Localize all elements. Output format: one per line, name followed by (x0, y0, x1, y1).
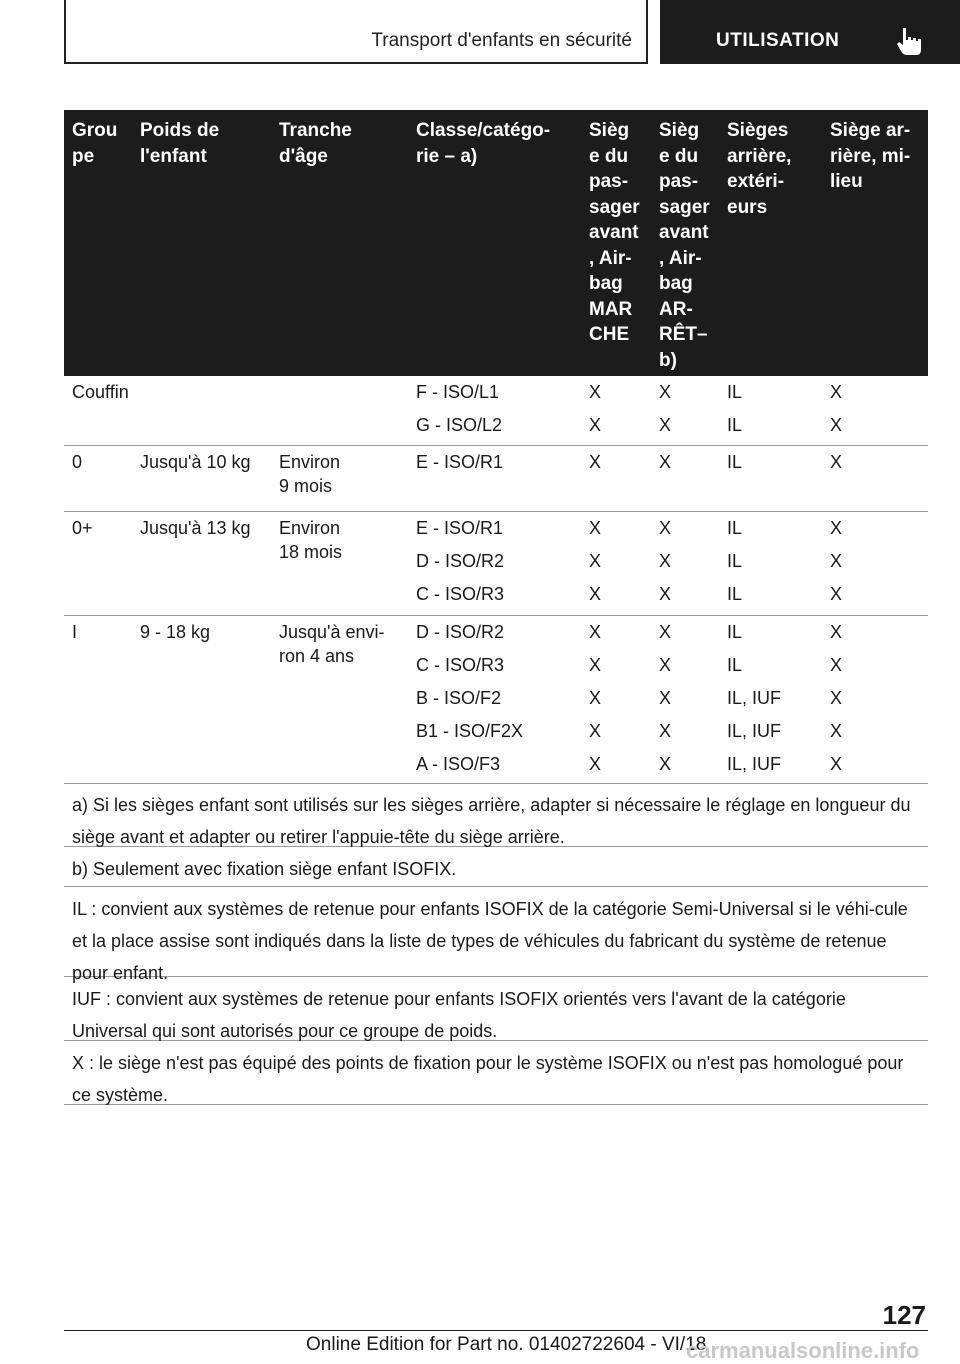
cell-classes: B - ISO/F2 (416, 688, 502, 708)
cell-group: I (72, 622, 78, 642)
cell-front_off: X (659, 382, 672, 402)
table-row (64, 616, 928, 784)
col-header-front-airbag-on: Sièg e du pas- sager avant , Air- bag MAR CHE (589, 120, 640, 345)
cell-classes: C - ISO/R3 (416, 655, 505, 675)
cell-front_off: X (659, 655, 672, 675)
col-header-rear-outer: Sièges arrière, extéri- eurs (727, 120, 792, 218)
cell-front_on: X (589, 688, 602, 708)
footer-divider (64, 1330, 928, 1331)
cell-age: Jusqu'à envi- ron 4 ans (279, 622, 385, 666)
col-header-weight: Poids de l'enfant (140, 120, 220, 167)
cell-stack-rear_middle (830, 446, 842, 479)
cell-rear_middle: X (830, 622, 843, 642)
cell-stack-front_on (589, 376, 601, 442)
cell-stack-classes (416, 376, 502, 442)
cell-classes: B1 - ISO/F2X (416, 721, 524, 741)
footnotes (64, 783, 928, 1105)
cell-front_on: X (589, 754, 602, 774)
table-row (64, 376, 928, 446)
cell-stack-classes (416, 446, 503, 479)
cell-front_off: X (659, 754, 672, 774)
cell-rear_outer: IL (727, 518, 743, 538)
cell-front_off: X (659, 415, 672, 435)
section-title: Transport d'enfants en sécurité (371, 30, 632, 51)
cell-classes: E - ISO/R1 (416, 452, 504, 472)
cell-rear_middle: X (830, 551, 843, 571)
cell-front_on: X (589, 452, 602, 472)
cell-stack-rear_outer (727, 512, 742, 611)
edition-text: Online Edition for Part no. 01402722604 - VI/18 (306, 1334, 707, 1355)
cell-rear_outer: IL (727, 551, 743, 571)
cell-stack-front_off (659, 446, 671, 479)
cell-front_off: X (659, 551, 672, 571)
cell-weight: Jusqu'à 13 kg (140, 518, 251, 538)
footnote: X : le siège n'est pas équipé des points de fixation pour le système ISOFIX ou n'est pas homologué pour ce système. (64, 1041, 928, 1105)
cell-front_off: X (659, 452, 672, 472)
cell-rear_middle: X (830, 655, 843, 675)
cell-stack-classes (416, 512, 504, 611)
cell-rear_middle: X (830, 518, 843, 538)
cell-stack-front_on (589, 616, 601, 781)
chapter-header (660, 0, 960, 64)
cell-front_off: X (659, 688, 672, 708)
cell-stack-front_on (589, 512, 601, 611)
cell-front_on: X (589, 551, 602, 571)
cell-stack-front_on (589, 446, 601, 479)
section-header (64, 0, 648, 64)
cell-front_on: X (589, 721, 602, 741)
cell-rear_outer: IL (727, 655, 743, 675)
cell-rear_outer: IL, IUF (727, 721, 782, 741)
cell-rear_outer: IL (727, 415, 743, 435)
cell-front_on: X (589, 382, 602, 402)
cell-rear_middle: X (830, 415, 843, 435)
cell-stack-front_off (659, 512, 671, 611)
cell-classes: D - ISO/R2 (416, 622, 505, 642)
cell-rear_outer: IL, IUF (727, 754, 782, 774)
table-header (64, 110, 928, 376)
cell-classes: E - ISO/R1 (416, 518, 504, 538)
cell-group: Couffin (72, 382, 129, 402)
cell-stack-rear_outer (727, 616, 781, 781)
cell-rear_outer: IL (727, 382, 743, 402)
cell-front_off: X (659, 584, 672, 604)
footnote: IL : convient aux systèmes de retenue pour enfants ISOFIX de la catégorie Semi-Universal si le véhi-cule et la place assise sont indiqués dans la liste de types de véhicules du fabricant du système de retenue pour enfant. (64, 887, 928, 977)
cell-rear_middle: X (830, 721, 843, 741)
cell-rear_middle: X (830, 382, 843, 402)
cell-front_on: X (589, 518, 602, 538)
cell-stack-rear_outer (727, 446, 742, 479)
pointing-hand-icon (896, 26, 922, 56)
table-body (64, 376, 928, 784)
footnote: IUF : convient aux systèmes de retenue pour enfants ISOFIX orientés vers l'avant de la catégorie Universal qui sont autorisés pour ce groupe de poids. (64, 977, 928, 1041)
watermark: carmanualsonline.info (686, 1338, 920, 1363)
cell-age: Environ 18 mois (279, 518, 343, 562)
table-row (64, 512, 928, 616)
cell-rear_outer: IL (727, 452, 743, 472)
cell-classes: F - ISO/L1 (416, 382, 500, 402)
cell-stack-rear_outer (727, 376, 742, 442)
col-header-class: Classe/catégo- rie – a) (416, 120, 551, 167)
cell-rear_outer: IL (727, 584, 743, 604)
chapter-title: UTILISATION (716, 30, 840, 51)
cell-front_off: X (659, 721, 672, 741)
col-header-group: Grou pe (72, 120, 118, 167)
child-seat-table (64, 110, 928, 784)
cell-front_off: X (659, 622, 672, 642)
cell-group: 0 (72, 452, 83, 472)
cell-stack-front_off (659, 616, 671, 781)
cell-front_on: X (589, 584, 602, 604)
cell-classes: C - ISO/R3 (416, 584, 505, 604)
cell-front_on: X (589, 655, 602, 675)
cell-rear_middle: X (830, 584, 843, 604)
cell-stack-rear_middle (830, 512, 842, 611)
cell-classes: G - ISO/L2 (416, 415, 503, 435)
footnote: b) Seulement avec fixation siège enfant ISOFIX. (64, 847, 928, 887)
cell-rear_middle: X (830, 452, 843, 472)
cell-stack-rear_middle (830, 616, 842, 781)
cell-weight: 9 - 18 kg (140, 622, 211, 642)
cell-stack-front_off (659, 376, 671, 442)
cell-stack-classes (416, 616, 523, 781)
cell-weight: Jusqu'à 10 kg (140, 452, 251, 472)
col-header-front-airbag-off: Sièg e du pas- sager avant , Air- bag AR- RÊT– b) (659, 120, 710, 371)
cell-stack-rear_middle (830, 376, 842, 442)
footnote: a) Si les sièges enfant sont utilisés sur les sièges arrière, adapter si nécessaire le réglage en longueur du siège avant et adapter ou retirer l'appuie-tête du siège arrière. (64, 783, 928, 847)
cell-rear_outer: IL, IUF (727, 688, 782, 708)
col-header-age: Tranche d'âge (279, 120, 352, 167)
cell-classes: A - ISO/F3 (416, 754, 501, 774)
cell-front_on: X (589, 622, 602, 642)
cell-rear_middle: X (830, 688, 843, 708)
cell-rear_middle: X (830, 754, 843, 774)
cell-front_on: X (589, 415, 602, 435)
cell-group: 0+ (72, 518, 93, 538)
table-row (64, 446, 928, 512)
cell-classes: D - ISO/R2 (416, 551, 505, 571)
col-header-rear-middle: Siège ar- rière, mi- lieu (830, 120, 911, 192)
page-number: 127 (882, 1300, 926, 1330)
cell-age: Environ 9 mois (279, 452, 341, 496)
cell-front_off: X (659, 518, 672, 538)
cell-rear_outer: IL (727, 622, 743, 642)
